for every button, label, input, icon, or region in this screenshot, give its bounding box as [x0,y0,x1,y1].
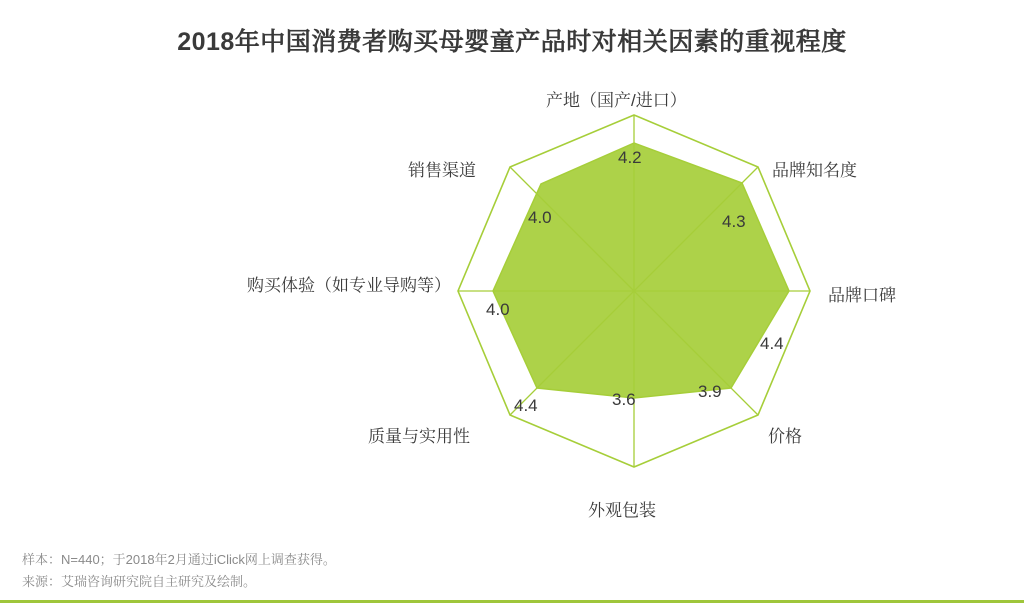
value-label-price: 3.9 [698,382,722,401]
axis-label-sales-channel: 销售渠道 [408,161,476,180]
value-label-brand-awareness: 4.3 [722,212,746,231]
radar-chart [0,60,1024,540]
value-label-purchase-experience: 4.0 [486,300,510,319]
value-label-quality: 4.4 [514,396,538,415]
axis-label-brand-reputation: 品牌口碑 [828,286,896,305]
axis-label-packaging: 外观包装 [588,501,656,520]
axis-label-brand-awareness: 品牌知名度 [772,161,857,180]
value-label-brand-reputation: 4.4 [760,334,784,353]
axis-label-origin: 产地（国产/进口） [546,91,687,110]
value-label-sales-channel: 4.0 [528,208,552,227]
footnote-sample: 样本：N=440；于2018年2月通过iClick网上调查获得。 [22,551,336,567]
axis-label-quality: 质量与实用性 [368,427,470,446]
axis-label-price: 价格 [768,427,802,446]
page-title: 2018年中国消费者购买母婴童产品时对相关因素的重视程度 [177,28,847,56]
value-label-origin: 4.2 [618,148,642,167]
value-label-packaging: 3.6 [612,390,636,409]
axis-label-purchase-experience: 购买体验（如专业导购等） [247,276,451,295]
footnote-source: 来源：艾瑞咨询研究院自主研究及绘制。 [22,573,257,589]
footnotes [22,549,336,593]
